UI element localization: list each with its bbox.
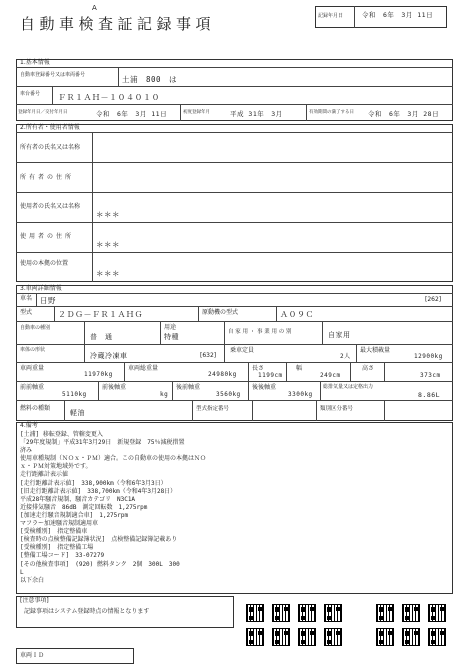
- vehicle-type-value: 普 通: [90, 333, 113, 341]
- owner-user-section: [16, 124, 453, 282]
- qr-code-icon: [428, 628, 446, 646]
- remark-line: [検査時の点検整備記録簿状況] 点検整備記録簿記載あり: [20, 536, 178, 544]
- vehicle-weight-value: 11970kg: [84, 371, 113, 378]
- private-business-label: 自 家 用 ・ 事 業 用 の 別: [228, 329, 292, 335]
- registration-date-label: 登録年月日／交付年月日: [18, 110, 68, 115]
- registration-number-value: 土浦 800 は: [122, 75, 178, 84]
- form-mark: A: [92, 4, 97, 12]
- maker-value: 日野: [40, 296, 56, 305]
- remark-line: [土浦] 移転登録、管轄変更入: [20, 431, 103, 438]
- use-label: 用途: [164, 324, 177, 331]
- owner-user-heading: 2.所有者・使用者情報: [20, 124, 80, 131]
- length-label: 長さ: [252, 365, 265, 372]
- qr-code-icon: [272, 604, 290, 622]
- remark-line: [走行距離計表示値] 338,900km（令和6年3月3日）: [20, 479, 167, 487]
- front-front-axle-label: 前前軸重: [20, 384, 45, 391]
- fuel-type-label: 燃料の種類: [20, 405, 51, 412]
- use-value: 特種: [164, 333, 179, 341]
- qr-code-icon: [376, 604, 394, 622]
- first-registration-label: 初度登録年月: [183, 110, 210, 115]
- remark-line: 近接排気騒音 86dB 測定回転数 1,275rpm: [20, 503, 148, 511]
- registration-date-value: 令和 6年 3月 11日: [96, 110, 168, 118]
- width-label: 幅: [296, 365, 303, 372]
- owner-address-label: 所有者の住所: [20, 174, 75, 181]
- qr-code-icon: [324, 604, 342, 622]
- model-label: 型式: [20, 309, 33, 316]
- qr-code-icon: [298, 628, 316, 646]
- model-value: ２ＤＧ－ＦＲ１ＡＨＧ: [58, 310, 143, 319]
- user-address-value: ＊＊＊: [96, 240, 120, 249]
- chassis-number-value: ＦＲ１ＡＨ－１０４０１０: [58, 93, 160, 102]
- remark-line: 使用車種規制（ＮＯｘ・ＰＭ）適合。この自動車の使用の本拠はＮＯ: [20, 455, 207, 463]
- displacement-label: 総排気量又は定格出力: [323, 384, 374, 390]
- displacement-value: 8.86L: [418, 391, 441, 399]
- remark-line: マフラー加速騒音規制適用車: [20, 520, 99, 528]
- capacity-label: 乗車定員: [230, 347, 255, 354]
- remark-line: [旧走行距離計表示値] 338,700km（令和4年3月28日）: [20, 487, 177, 495]
- qr-code-icon: [246, 604, 264, 622]
- base-location-value: ＊＊＊: [96, 269, 120, 278]
- max-load-value: 12900kg: [414, 353, 443, 360]
- remark-line: ｘ・ＰＭ対策地域外です。: [20, 463, 92, 471]
- length-value: 1199cm: [258, 372, 283, 379]
- notice-title: [注意事項]: [20, 597, 49, 604]
- user-name-value: ＊＊＊: [96, 210, 120, 219]
- vehicle-detail-heading: 3.車両詳細情報: [20, 285, 62, 292]
- qr-code-icon: [298, 604, 316, 622]
- registration-number-label: 自動車登録番号又は車両番号: [20, 72, 86, 78]
- height-value: 373cm: [420, 372, 441, 379]
- fuel-type-value: 軽油: [70, 409, 85, 417]
- capacity-value: 2人: [340, 353, 351, 360]
- remark-line: 以下余白: [20, 576, 45, 584]
- maker-label: 車名: [20, 295, 33, 302]
- user-address-label: 使用者の住所: [20, 233, 75, 240]
- user-name-label: 使用者の氏名又は名称: [20, 203, 81, 210]
- category-number-label: 類別区分番号: [320, 406, 354, 412]
- first-registration-value: 平成 31年 3月: [230, 110, 283, 118]
- width-value: 249cm: [320, 372, 341, 379]
- front-front-axle-value: 5110kg: [62, 391, 87, 398]
- designation-number-label: 型式指定番号: [196, 406, 230, 412]
- record-date-value: 令和 6年 3月 11日: [362, 11, 434, 19]
- height-label: 高さ: [362, 365, 375, 372]
- remark-line: 「29年度規制」平成31年3月29日 新規登録 75％減税措置: [20, 439, 185, 447]
- remark-line: 平成28年騒音規制、騒音カテゴリ N3C1A: [20, 495, 136, 503]
- remark-line: [その他検査事項] (920) 燃料タンク 2個 300L 300: [20, 560, 180, 568]
- basic-info-heading: 1.基本情報: [20, 59, 50, 66]
- remark-line: 走行距離計表示値: [20, 471, 69, 479]
- private-business-value: 自家用: [328, 331, 351, 339]
- qr-code-icon: [402, 604, 420, 622]
- rear-rear-axle-label: 後後軸重: [252, 384, 277, 391]
- expiry-date-value: 令和 6年 3月 28日: [368, 110, 440, 118]
- engine-model-value: Ａ０９Ｃ: [280, 310, 314, 319]
- remark-line: [受検種別] 指定整備車: [20, 528, 88, 536]
- body-shape-label: 車体の形状: [20, 347, 46, 353]
- body-shape-code: [632]: [200, 352, 217, 359]
- body-shape-value: 冷蔵冷凍車: [90, 352, 128, 360]
- qr-code-icon: [402, 628, 420, 646]
- remarks-heading: 4.備考: [20, 422, 38, 429]
- document-title: 自動車検査証記録事項: [20, 15, 216, 33]
- qr-code-icon: [272, 628, 290, 646]
- owner-name-label: 所有者の氏名又は名称: [20, 144, 81, 151]
- remark-line: 済み: [20, 447, 33, 455]
- qr-code-icon: [376, 628, 394, 646]
- vehicle-weight-label: 車両重量: [20, 365, 45, 372]
- max-load-label: 最大積載量: [360, 347, 391, 354]
- qr-code-icon: [428, 604, 446, 622]
- record-date-label: 記録年月日: [318, 13, 344, 19]
- chassis-number-label: 車台番号: [20, 91, 41, 97]
- engine-model-label: 原動機の型式: [202, 309, 239, 316]
- maker-code: [262]: [425, 296, 442, 303]
- remark-line: [整備工場コード] 33-07279: [20, 552, 105, 560]
- front-rear-axle-value: kg: [160, 391, 169, 398]
- rear-front-axle-label: 後前軸重: [176, 384, 201, 391]
- rear-front-axle-value: 3560kg: [216, 391, 241, 398]
- remarks-text: [20, 431, 320, 585]
- expiry-date-label: 有効期間の満了する日: [309, 110, 354, 115]
- qr-code-icon: [246, 628, 264, 646]
- remark-line: [加速走行騒音規制適合車] 1,275rpm: [20, 511, 129, 519]
- front-rear-axle-label: 前後軸重: [102, 384, 127, 391]
- notice-text: 記録事項はシステム登録時点の情報となります: [24, 608, 150, 615]
- remark-line: L: [20, 568, 24, 576]
- remark-line: [受検種別] 指定整備工場: [20, 544, 94, 552]
- vehicle-type-label: 自動車の種別: [20, 325, 51, 331]
- gross-weight-value: 24980kg: [208, 371, 237, 378]
- base-location-label: 使用の本拠の位置: [20, 260, 69, 267]
- vehicle-id-label: 車両ＩＤ: [20, 652, 45, 659]
- rear-rear-axle-value: 3300kg: [288, 391, 313, 398]
- qr-code-icon: [324, 628, 342, 646]
- gross-weight-label: 車両総重量: [128, 365, 159, 372]
